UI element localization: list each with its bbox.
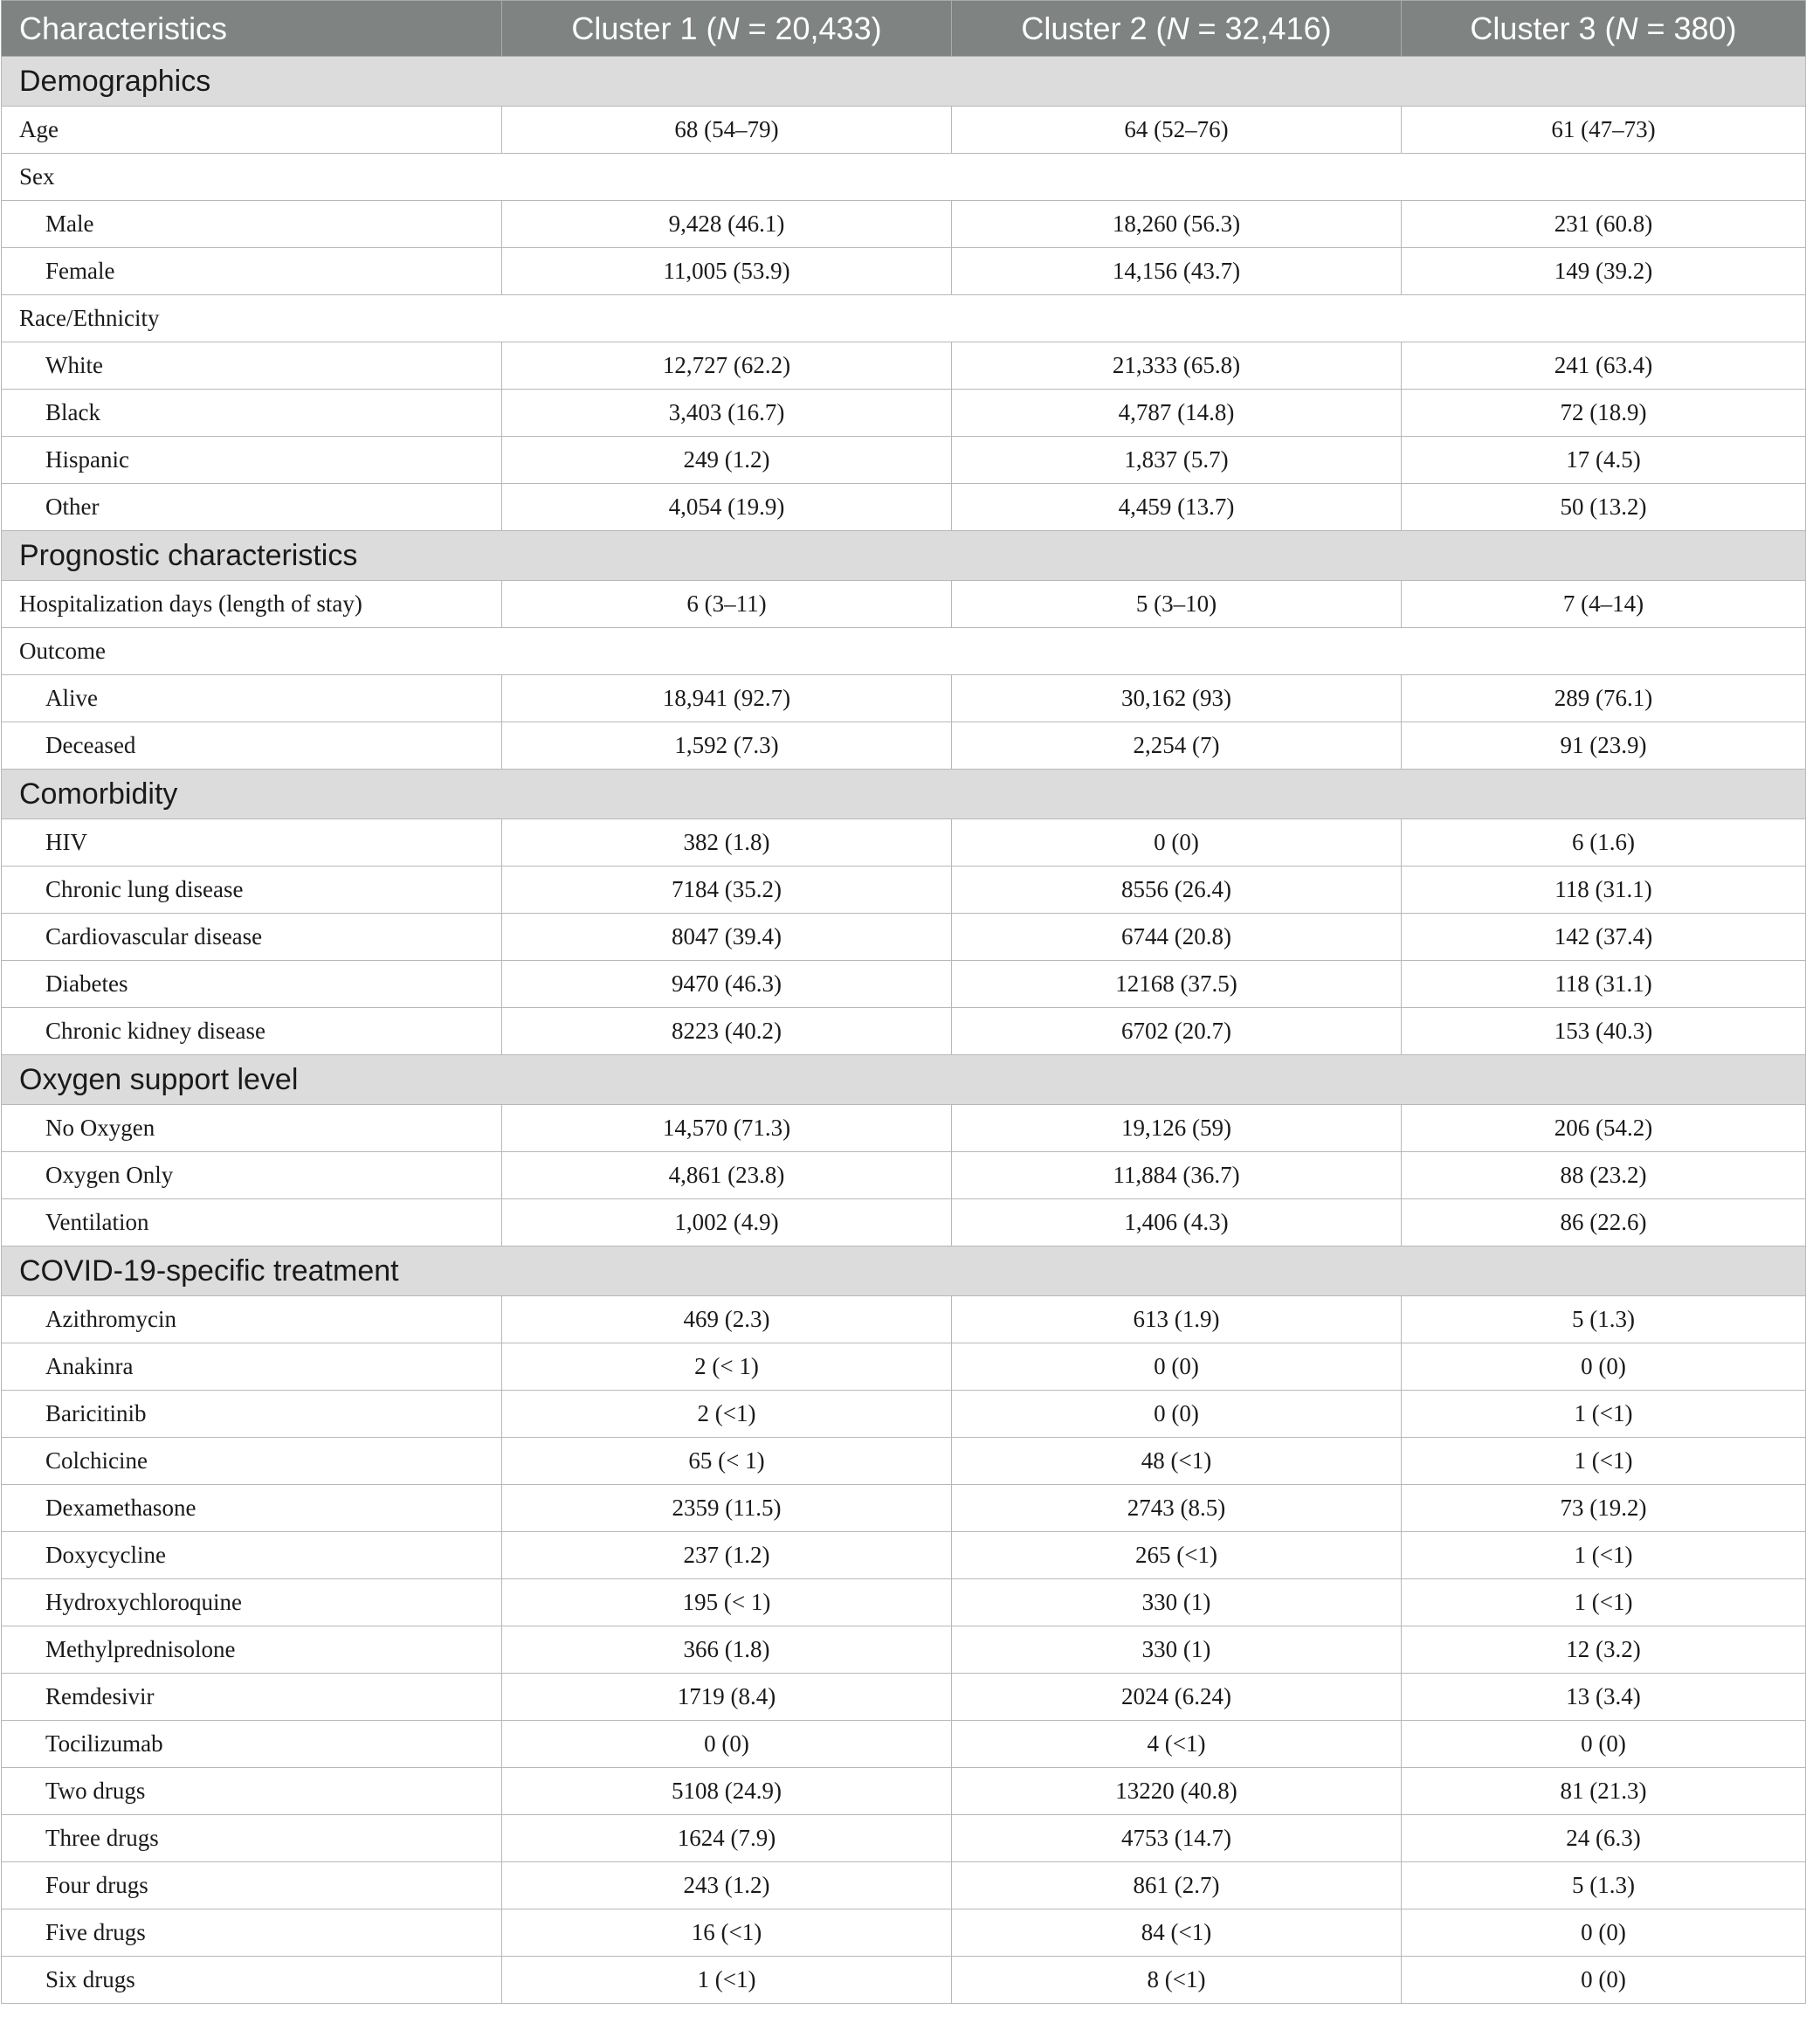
- cluster-2-value: 6702 (20.7): [952, 1008, 1402, 1055]
- section-header-row: [2, 1246, 1806, 1296]
- cluster-2-value: 4,787 (14.8): [952, 390, 1402, 437]
- cluster-1-value: 18,941 (92.7): [502, 675, 952, 722]
- row-label: Tocilizumab: [2, 1721, 502, 1768]
- cluster-1-value: 65 (< 1): [502, 1438, 952, 1485]
- row-label: Alive: [2, 675, 502, 722]
- cluster-1-value: 366 (1.8): [502, 1626, 952, 1674]
- row-label: Cardiovascular disease: [2, 914, 502, 961]
- header-cluster-2: Cluster 2 (N = 32,416): [952, 1, 1402, 57]
- header-characteristics: Characteristics: [2, 1, 502, 57]
- header-cluster-1: Cluster 1 (N = 20,433): [502, 1, 952, 57]
- row-label: Hispanic: [2, 437, 502, 484]
- row-label: Chronic lung disease: [2, 867, 502, 914]
- cluster-1-value: 4,054 (19.9): [502, 484, 952, 531]
- cluster-1-value: 5108 (24.9): [502, 1768, 952, 1815]
- cluster-1-value: 1 (<1): [502, 1957, 952, 2004]
- row-label: Male: [2, 201, 502, 248]
- row-label: Hospitalization days (length of stay): [2, 581, 502, 628]
- cluster-3-value: 12 (3.2): [1402, 1626, 1806, 1674]
- table-row: [2, 248, 1806, 295]
- cluster-1-value: 469 (2.3): [502, 1296, 952, 1343]
- cluster-2-value: 330 (1): [952, 1579, 1402, 1626]
- header-row: [2, 1, 1806, 57]
- cluster-3-value: 0 (0): [1402, 1909, 1806, 1957]
- table-row: [2, 437, 1806, 484]
- row-label: HIV: [2, 819, 502, 867]
- cluster-1-value: 7184 (35.2): [502, 867, 952, 914]
- cluster-2-value: 6744 (20.8): [952, 914, 1402, 961]
- cluster-2-value: 2024 (6.24): [952, 1674, 1402, 1721]
- cluster-2-value: 14,156 (43.7): [952, 248, 1402, 295]
- cluster-2-value: 13220 (40.8): [952, 1768, 1402, 1815]
- table-row: [2, 484, 1806, 531]
- cluster-2-value: 30,162 (93): [952, 675, 1402, 722]
- cluster-2-value: 12168 (37.5): [952, 961, 1402, 1008]
- cluster-3-value: 1 (<1): [1402, 1532, 1806, 1579]
- cluster-3-value: 13 (3.4): [1402, 1674, 1806, 1721]
- cluster-2-value: 8556 (26.4): [952, 867, 1402, 914]
- row-label: Diabetes: [2, 961, 502, 1008]
- cluster-2-value: 11,884 (36.7): [952, 1152, 1402, 1199]
- cluster-1-value: 1,592 (7.3): [502, 722, 952, 770]
- cluster-2-value: 64 (52–76): [952, 107, 1402, 154]
- table-row: [2, 1909, 1806, 1957]
- cluster-3-value: 5 (1.3): [1402, 1296, 1806, 1343]
- cluster-3-value: 7 (4–14): [1402, 581, 1806, 628]
- cluster-3-value: 73 (19.2): [1402, 1485, 1806, 1532]
- cluster-1-value: 382 (1.8): [502, 819, 952, 867]
- table-row: [2, 867, 1806, 914]
- cluster-2-value: 265 (<1): [952, 1532, 1402, 1579]
- cluster-1-value: 2359 (11.5): [502, 1485, 952, 1532]
- cluster-1-value: 4,861 (23.8): [502, 1152, 952, 1199]
- table-row: [2, 342, 1806, 390]
- table-row: [2, 1152, 1806, 1199]
- empty-cell: [952, 628, 1402, 675]
- cluster-3-value: 81 (21.3): [1402, 1768, 1806, 1815]
- cluster-3-value: 86 (22.6): [1402, 1199, 1806, 1246]
- section-title: Demographics: [2, 57, 1806, 107]
- cluster-2-value: 2,254 (7): [952, 722, 1402, 770]
- cluster-1-value: 1624 (7.9): [502, 1815, 952, 1862]
- cluster-3-value: 153 (40.3): [1402, 1008, 1806, 1055]
- cluster-3-value: 17 (4.5): [1402, 437, 1806, 484]
- cluster-1-value: 16 (<1): [502, 1909, 952, 1957]
- group-label: Sex: [2, 154, 502, 201]
- group-header-row: [2, 628, 1806, 675]
- group-label: Outcome: [2, 628, 502, 675]
- cluster-1-value: 1,002 (4.9): [502, 1199, 952, 1246]
- table-row: [2, 1391, 1806, 1438]
- section-title: Comorbidity: [2, 770, 1806, 819]
- row-label: Oxygen Only: [2, 1152, 502, 1199]
- empty-cell: [1402, 154, 1806, 201]
- cluster-1-value: 0 (0): [502, 1721, 952, 1768]
- empty-cell: [952, 154, 1402, 201]
- cluster-3-value: 91 (23.9): [1402, 722, 1806, 770]
- table-row: [2, 1862, 1806, 1909]
- table-body: [2, 57, 1806, 2004]
- cluster-1-value: 8047 (39.4): [502, 914, 952, 961]
- cluster-1-value: 68 (54–79): [502, 107, 952, 154]
- row-label: Hydroxychloroquine: [2, 1579, 502, 1626]
- empty-cell: [952, 295, 1402, 342]
- cluster-2-value: 4753 (14.7): [952, 1815, 1402, 1862]
- group-label: Race/Ethnicity: [2, 295, 502, 342]
- cluster-2-value: 48 (<1): [952, 1438, 1402, 1485]
- table-row: [2, 201, 1806, 248]
- row-label: Chronic kidney disease: [2, 1008, 502, 1055]
- table-row: [2, 722, 1806, 770]
- characteristics-table: [1, 0, 1806, 2004]
- cluster-2-value: 0 (0): [952, 1343, 1402, 1391]
- section-header-row: [2, 770, 1806, 819]
- table-row: [2, 914, 1806, 961]
- cluster-1-value: 14,570 (71.3): [502, 1105, 952, 1152]
- section-header-row: [2, 1055, 1806, 1105]
- cluster-1-value: 9470 (46.3): [502, 961, 952, 1008]
- cluster-3-value: 142 (37.4): [1402, 914, 1806, 961]
- row-label: Doxycycline: [2, 1532, 502, 1579]
- cluster-2-value: 861 (2.7): [952, 1862, 1402, 1909]
- cluster-3-value: 0 (0): [1402, 1957, 1806, 2004]
- row-label: Methylprednisolone: [2, 1626, 502, 1674]
- section-title: COVID-19-specific treatment: [2, 1246, 1806, 1296]
- cluster-2-value: 84 (<1): [952, 1909, 1402, 1957]
- table-row: [2, 1485, 1806, 1532]
- row-label: Remdesivir: [2, 1674, 502, 1721]
- cluster-2-value: 1,837 (5.7): [952, 437, 1402, 484]
- cluster-1-value: 2 (< 1): [502, 1343, 952, 1391]
- empty-cell: [1402, 295, 1806, 342]
- cluster-1-value: 249 (1.2): [502, 437, 952, 484]
- table-row: [2, 1343, 1806, 1391]
- cluster-1-value: 6 (3–11): [502, 581, 952, 628]
- cluster-3-value: 241 (63.4): [1402, 342, 1806, 390]
- cluster-1-value: 12,727 (62.2): [502, 342, 952, 390]
- row-label: Deceased: [2, 722, 502, 770]
- cluster-1-value: 1719 (8.4): [502, 1674, 952, 1721]
- row-label: Anakinra: [2, 1343, 502, 1391]
- cluster-3-value: 61 (47–73): [1402, 107, 1806, 154]
- group-header-row: [2, 295, 1806, 342]
- table-row: [2, 581, 1806, 628]
- cluster-1-value: 9,428 (46.1): [502, 201, 952, 248]
- row-label: Dexamethasone: [2, 1485, 502, 1532]
- cluster-2-value: 0 (0): [952, 1391, 1402, 1438]
- cluster-3-value: 206 (54.2): [1402, 1105, 1806, 1152]
- cluster-3-value: 1 (<1): [1402, 1579, 1806, 1626]
- cluster-1-value: 2 (<1): [502, 1391, 952, 1438]
- row-label: Baricitinib: [2, 1391, 502, 1438]
- cluster-1-value: 195 (< 1): [502, 1579, 952, 1626]
- table-row: [2, 390, 1806, 437]
- section-title: Oxygen support level: [2, 1055, 1806, 1105]
- row-label: No Oxygen: [2, 1105, 502, 1152]
- cluster-3-value: 6 (1.6): [1402, 819, 1806, 867]
- cluster-1-value: 8223 (40.2): [502, 1008, 952, 1055]
- cluster-2-value: 8 (<1): [952, 1957, 1402, 2004]
- table-row: [2, 819, 1806, 867]
- row-label: Ventilation: [2, 1199, 502, 1246]
- row-label: Three drugs: [2, 1815, 502, 1862]
- cluster-3-value: 118 (31.1): [1402, 867, 1806, 914]
- table-row: [2, 1438, 1806, 1485]
- cluster-3-value: 149 (39.2): [1402, 248, 1806, 295]
- table-row: [2, 1768, 1806, 1815]
- cluster-3-value: 0 (0): [1402, 1343, 1806, 1391]
- cluster-1-value: 243 (1.2): [502, 1862, 952, 1909]
- row-label: Black: [2, 390, 502, 437]
- cluster-2-value: 4,459 (13.7): [952, 484, 1402, 531]
- table-row: [2, 675, 1806, 722]
- cluster-3-value: 5 (1.3): [1402, 1862, 1806, 1909]
- cluster-3-value: 1 (<1): [1402, 1438, 1806, 1485]
- cluster-2-value: 0 (0): [952, 819, 1402, 867]
- cluster-3-value: 72 (18.9): [1402, 390, 1806, 437]
- table-row: [2, 1815, 1806, 1862]
- row-label: White: [2, 342, 502, 390]
- cluster-1-value: 11,005 (53.9): [502, 248, 952, 295]
- table-row: [2, 1579, 1806, 1626]
- table-row: [2, 1199, 1806, 1246]
- table-row: [2, 961, 1806, 1008]
- section-header-row: [2, 531, 1806, 581]
- cluster-3-value: 88 (23.2): [1402, 1152, 1806, 1199]
- cluster-3-value: 0 (0): [1402, 1721, 1806, 1768]
- table-row: [2, 1296, 1806, 1343]
- table-row: [2, 1674, 1806, 1721]
- row-label: Other: [2, 484, 502, 531]
- row-label: Two drugs: [2, 1768, 502, 1815]
- group-header-row: [2, 154, 1806, 201]
- table-row: [2, 1957, 1806, 2004]
- cluster-3-value: 1 (<1): [1402, 1391, 1806, 1438]
- cluster-1-value: 3,403 (16.7): [502, 390, 952, 437]
- cluster-2-value: 613 (1.9): [952, 1296, 1402, 1343]
- row-label: Five drugs: [2, 1909, 502, 1957]
- header-cluster-3: Cluster 3 (N = 380): [1402, 1, 1806, 57]
- row-label: Female: [2, 248, 502, 295]
- cluster-2-value: 21,333 (65.8): [952, 342, 1402, 390]
- cluster-3-value: 231 (60.8): [1402, 201, 1806, 248]
- empty-cell: [502, 295, 952, 342]
- row-label: Colchicine: [2, 1438, 502, 1485]
- cluster-2-value: 4 (<1): [952, 1721, 1402, 1768]
- cluster-1-value: 237 (1.2): [502, 1532, 952, 1579]
- row-label: Age: [2, 107, 502, 154]
- table-row: [2, 1626, 1806, 1674]
- cluster-2-value: 18,260 (56.3): [952, 201, 1402, 248]
- table-row: [2, 1721, 1806, 1768]
- empty-cell: [502, 628, 952, 675]
- cluster-3-value: 50 (13.2): [1402, 484, 1806, 531]
- cluster-3-value: 118 (31.1): [1402, 961, 1806, 1008]
- cluster-2-value: 330 (1): [952, 1626, 1402, 1674]
- empty-cell: [1402, 628, 1806, 675]
- section-title: Prognostic characteristics: [2, 531, 1806, 581]
- cluster-2-value: 19,126 (59): [952, 1105, 1402, 1152]
- section-header-row: [2, 57, 1806, 107]
- table-row: [2, 1105, 1806, 1152]
- cluster-2-value: 1,406 (4.3): [952, 1199, 1402, 1246]
- cluster-2-value: 5 (3–10): [952, 581, 1402, 628]
- empty-cell: [502, 154, 952, 201]
- table-row: [2, 107, 1806, 154]
- cluster-2-value: 2743 (8.5): [952, 1485, 1402, 1532]
- cluster-3-value: 289 (76.1): [1402, 675, 1806, 722]
- table-row: [2, 1532, 1806, 1579]
- row-label: Azithromycin: [2, 1296, 502, 1343]
- table-row: [2, 1008, 1806, 1055]
- row-label: Six drugs: [2, 1957, 502, 2004]
- row-label: Four drugs: [2, 1862, 502, 1909]
- cluster-3-value: 24 (6.3): [1402, 1815, 1806, 1862]
